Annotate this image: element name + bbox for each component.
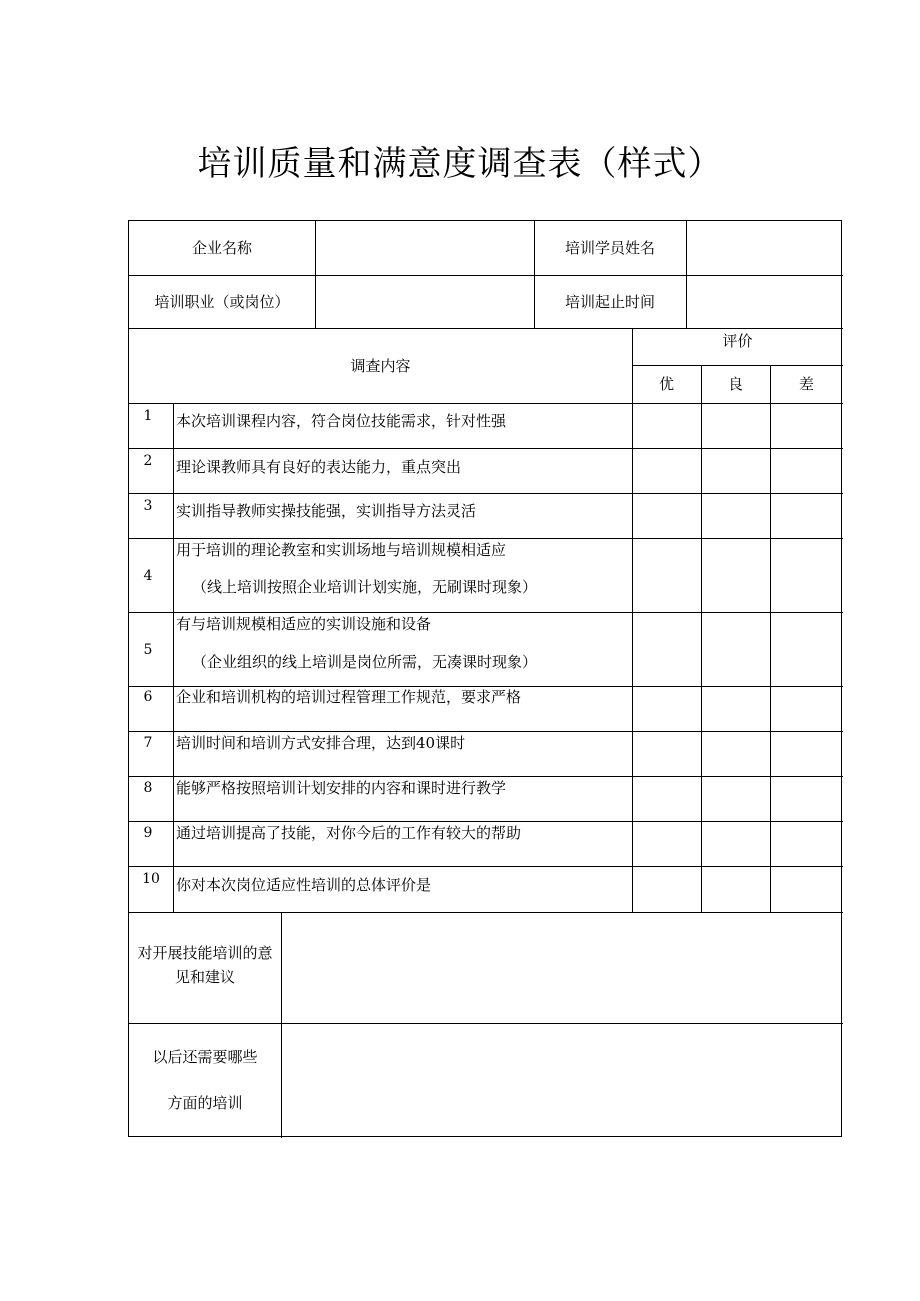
divider (129, 866, 843, 867)
divider (129, 821, 843, 822)
divider (129, 686, 843, 687)
item-number: 7 (143, 735, 153, 751)
survey-item-text: 用于培训的理论教室和实训场地与培训规模相适应 (176, 541, 507, 559)
item-number: 6 (143, 689, 153, 705)
divider (632, 328, 633, 912)
survey-form (128, 220, 842, 1137)
item-number: 1 (143, 408, 153, 424)
item-number: 10 (142, 871, 160, 887)
rating-header: 评价 (722, 332, 753, 350)
suggestions-label-line1: 对开展技能培训的意 (137, 944, 273, 962)
divider (129, 912, 843, 913)
survey-item-text: 有与培训规模相适应的实训设施和设备 (176, 615, 432, 633)
item-number: 2 (143, 453, 153, 469)
rating-excellent-header: 优 (658, 375, 674, 393)
company-field[interactable] (315, 221, 534, 275)
survey-item-text: 培训时间和培训方式安排合理，达到40课时 (176, 734, 466, 752)
divider (129, 612, 843, 613)
divider (701, 365, 702, 912)
survey-item-text: 实训指导教师实操技能强，实训指导方法灵活 (176, 502, 477, 520)
divider (129, 538, 843, 539)
divider (686, 221, 687, 328)
page-title: 培训质量和满意度调查表（样式） (197, 144, 723, 184)
survey-item-note: （企业组织的线上培训是岗位所需，无凑课时现象） (192, 653, 538, 671)
survey-item-note: （线上培训按照企业培训计划实施，无刷课时现象） (192, 578, 538, 596)
survey-item-text: 本次培训课程内容，符合岗位技能需求，针对性强 (176, 412, 507, 430)
survey-content-header: 调查内容 (350, 356, 411, 375)
divider (129, 275, 843, 276)
divider (173, 403, 174, 912)
occupation-field[interactable] (315, 275, 534, 328)
training-period-field[interactable] (686, 275, 843, 328)
divider (770, 365, 771, 912)
divider (315, 221, 316, 328)
suggestions-label (129, 943, 281, 987)
survey-item-text: 你对本次岗位适应性培训的总体评价是 (176, 876, 432, 894)
divider (129, 776, 843, 777)
item-number: 4 (143, 568, 153, 584)
future-training-label-line1: 以后还需要哪些 (152, 1048, 258, 1066)
divider (632, 365, 843, 366)
occupation-label: 培训职业（或岗位） (154, 292, 290, 311)
divider (281, 912, 282, 1138)
divider (129, 403, 843, 404)
item-number: 8 (143, 780, 153, 796)
item-number: 5 (143, 642, 153, 658)
divider (534, 221, 535, 328)
future-training-label (129, 1047, 281, 1113)
training-period-label: 培训起止时间 (564, 292, 655, 311)
survey-item-text: 能够严格按照培训计划安排的内容和课时进行教学 (176, 779, 507, 797)
divider (129, 493, 843, 494)
suggestions-field[interactable] (281, 912, 843, 1023)
trainee-name-label: 培训学员姓名 (564, 239, 655, 257)
item-number: 3 (143, 498, 153, 514)
divider (129, 328, 843, 329)
divider (129, 731, 843, 732)
divider (129, 1023, 843, 1024)
item-number: 9 (143, 825, 153, 841)
rating-grid[interactable] (632, 403, 843, 912)
divider (129, 448, 843, 449)
rating-poor-header: 差 (798, 375, 814, 393)
future-training-label-line2: 方面的培训 (167, 1094, 243, 1112)
survey-item-text: 理论课教师具有良好的表达能力，重点突出 (176, 458, 462, 476)
future-training-field[interactable] (281, 1023, 843, 1138)
trainee-name-field[interactable] (686, 221, 843, 275)
survey-item-text: 通过培训提高了技能，对你今后的工作有较大的帮助 (176, 824, 522, 842)
survey-item-text: 企业和培训机构的培训过程管理工作规范，要求严格 (176, 688, 522, 706)
company-label: 企业名称 (191, 239, 252, 257)
rating-good-header: 良 (727, 375, 743, 393)
suggestions-label-line2: 见和建议 (174, 968, 235, 986)
